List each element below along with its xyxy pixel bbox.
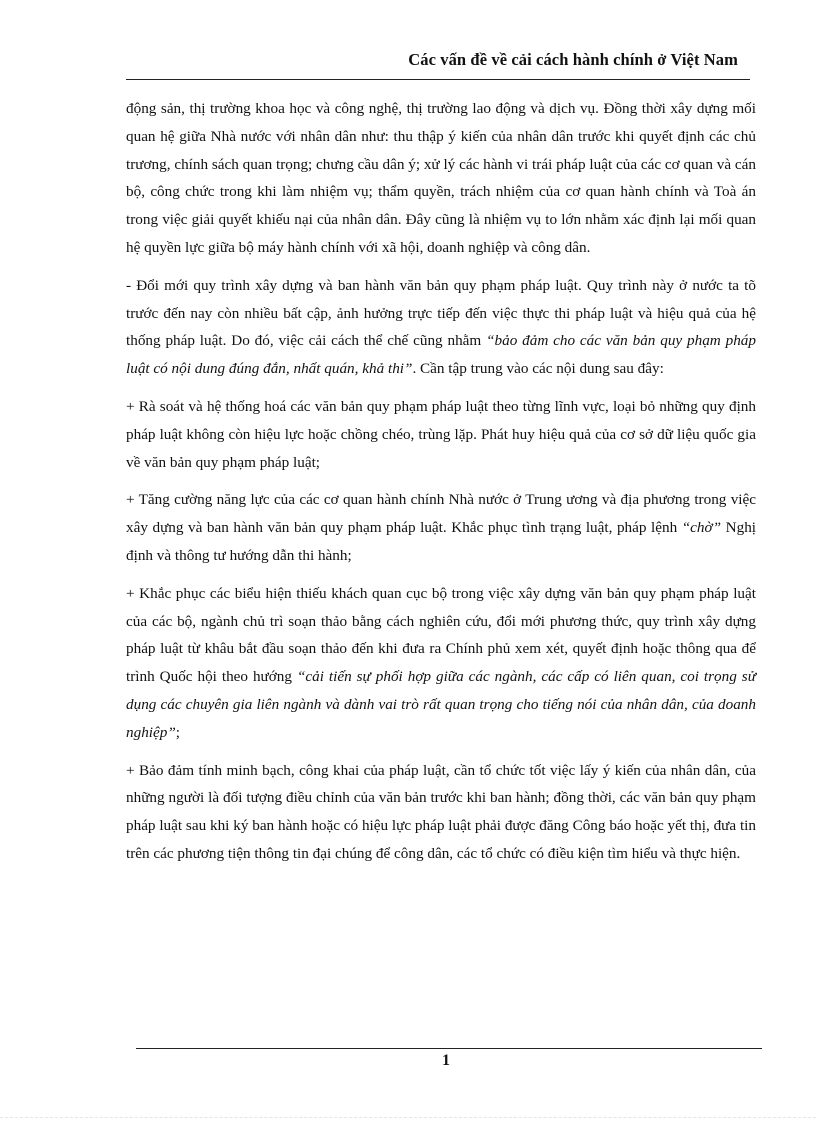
paragraph-2-tail: . Cần tập trung vào các nội dung sau đây: xyxy=(412,360,664,378)
paragraph-6: + Bảo đảm tính minh bạch, công khai của pháp luật, cần tổ chức tốt việc lấy ý kiến của nhân dân, của những người là đối tượng điều chỉnh của văn bản trước khi ban hành; đồng thời, các văn bản quy phạm pháp luật sau khi ký ban hành hoặc có hiệu lực pháp luật phải được đăng Công báo hoặc yết thị, đưa tin trên các phương tiện thông tin đại chúng để công dân, các tổ chức có điều kiện tìm hiểu và thực hiện. xyxy=(126,761,756,862)
paragraph-5 xyxy=(126,580,756,747)
paragraph-1: động sản, thị trường khoa học và công nghệ, thị trường lao động và dịch vụ. Đồng thời xây dựng mối quan hệ giữa Nhà nước với nhân dân như: thu thập ý kiến của nhân dân trước khi quyết định các chủ trương, chính sách quan trọng; chưng cầu dân ý; xử lý các hành vi trái pháp luật của các cơ quan và cán bộ, công chức trong khi làm nhiệm vụ; thẩm quyền, trách nhiệm của cơ quan hành chính và Toà án trong việc giải quyết khiếu nại của nhân dân. Đây cũng là nhiệm vụ to lớn nhằm xác định lại mối quan hệ quyền lực giữa bộ máy hành chính với xã hội, doanh nghiệp và công dân. xyxy=(126,100,756,256)
paragraph-2-quote: “bảo đảm cho các văn bản quy phạm pháp luật có nội dung đúng đắn, nhất quán, khả thi” xyxy=(126,332,756,378)
paragraph-4-text: + Tăng cường năng lực của các cơ quan hành chính Nhà nước ở Trung ương và địa phương trong việc xây dựng và ban hành văn bản quy phạm pháp luật. Khắc phục tình trạng luật, pháp lệnh xyxy=(126,491,756,537)
paragraph-3: + Rà soát và hệ thống hoá các văn bản quy phạm pháp luật theo từng lĩnh vực, loại bỏ những quy định pháp luật không còn hiệu lực hoặc chồng chéo, trùng lặp. Phát huy hiệu quả của cơ sở dữ liệu quốc gia về văn bản quy phạm pháp luật; xyxy=(126,397,756,471)
paragraph-4-quote: “chờ” xyxy=(681,519,722,537)
document-body xyxy=(126,95,756,878)
document-title: Các vấn đề về cải cách hành chính ở Việt Nam xyxy=(408,50,738,69)
page-number: 1 xyxy=(442,1052,450,1069)
paragraph-5-tail: ; xyxy=(175,723,181,741)
footer-rule xyxy=(136,1048,762,1049)
paragraph-2-text: - Đổi mới quy trình xây dựng và ban hành văn bản quy phạm pháp luật. Quy trình này ở nước ta tõ trước đến nay còn nhiều bất cập, ảnh hưởng trực tiếp đến việc thực thi pháp luật và hiệu quả của hệ thống pháp luật. Do đó, việc cải cách thể chế cũng nhằm xyxy=(126,276,756,350)
paragraph-2 xyxy=(126,272,756,383)
page-edge xyxy=(0,1117,816,1118)
paragraph-4-tail: Nghị định và thông tư hướng dẫn thi hành; xyxy=(126,519,757,564)
header-rule xyxy=(126,79,750,80)
paragraph-5-quote: “cải tiến sự phối hợp giữa các ngành, các cấp có liên quan, coi trọng sử dụng các chuyên gia liên ngành và dành vai trò rất quan trọng cho tiếng nói của nhân dân, của doanh nghiệp” xyxy=(126,668,756,741)
paragraph-4 xyxy=(126,486,756,569)
page-header xyxy=(126,50,750,70)
paragraph-5-text: + Khắc phục các biểu hiện thiếu khách quan cục bộ trong việc xây dựng văn bản quy phạm pháp luật của các bộ, ngành chủ trì soạn thảo bằng cách nghiên cứu, đổi mới phương thức, quy trình xây dựng pháp luật từ khâu bắt đầu soạn thảo đến khi đưa ra Chính phủ xem xét, quyết định hoặc thông qua để trình Quốc hội theo hướng xyxy=(126,584,756,686)
